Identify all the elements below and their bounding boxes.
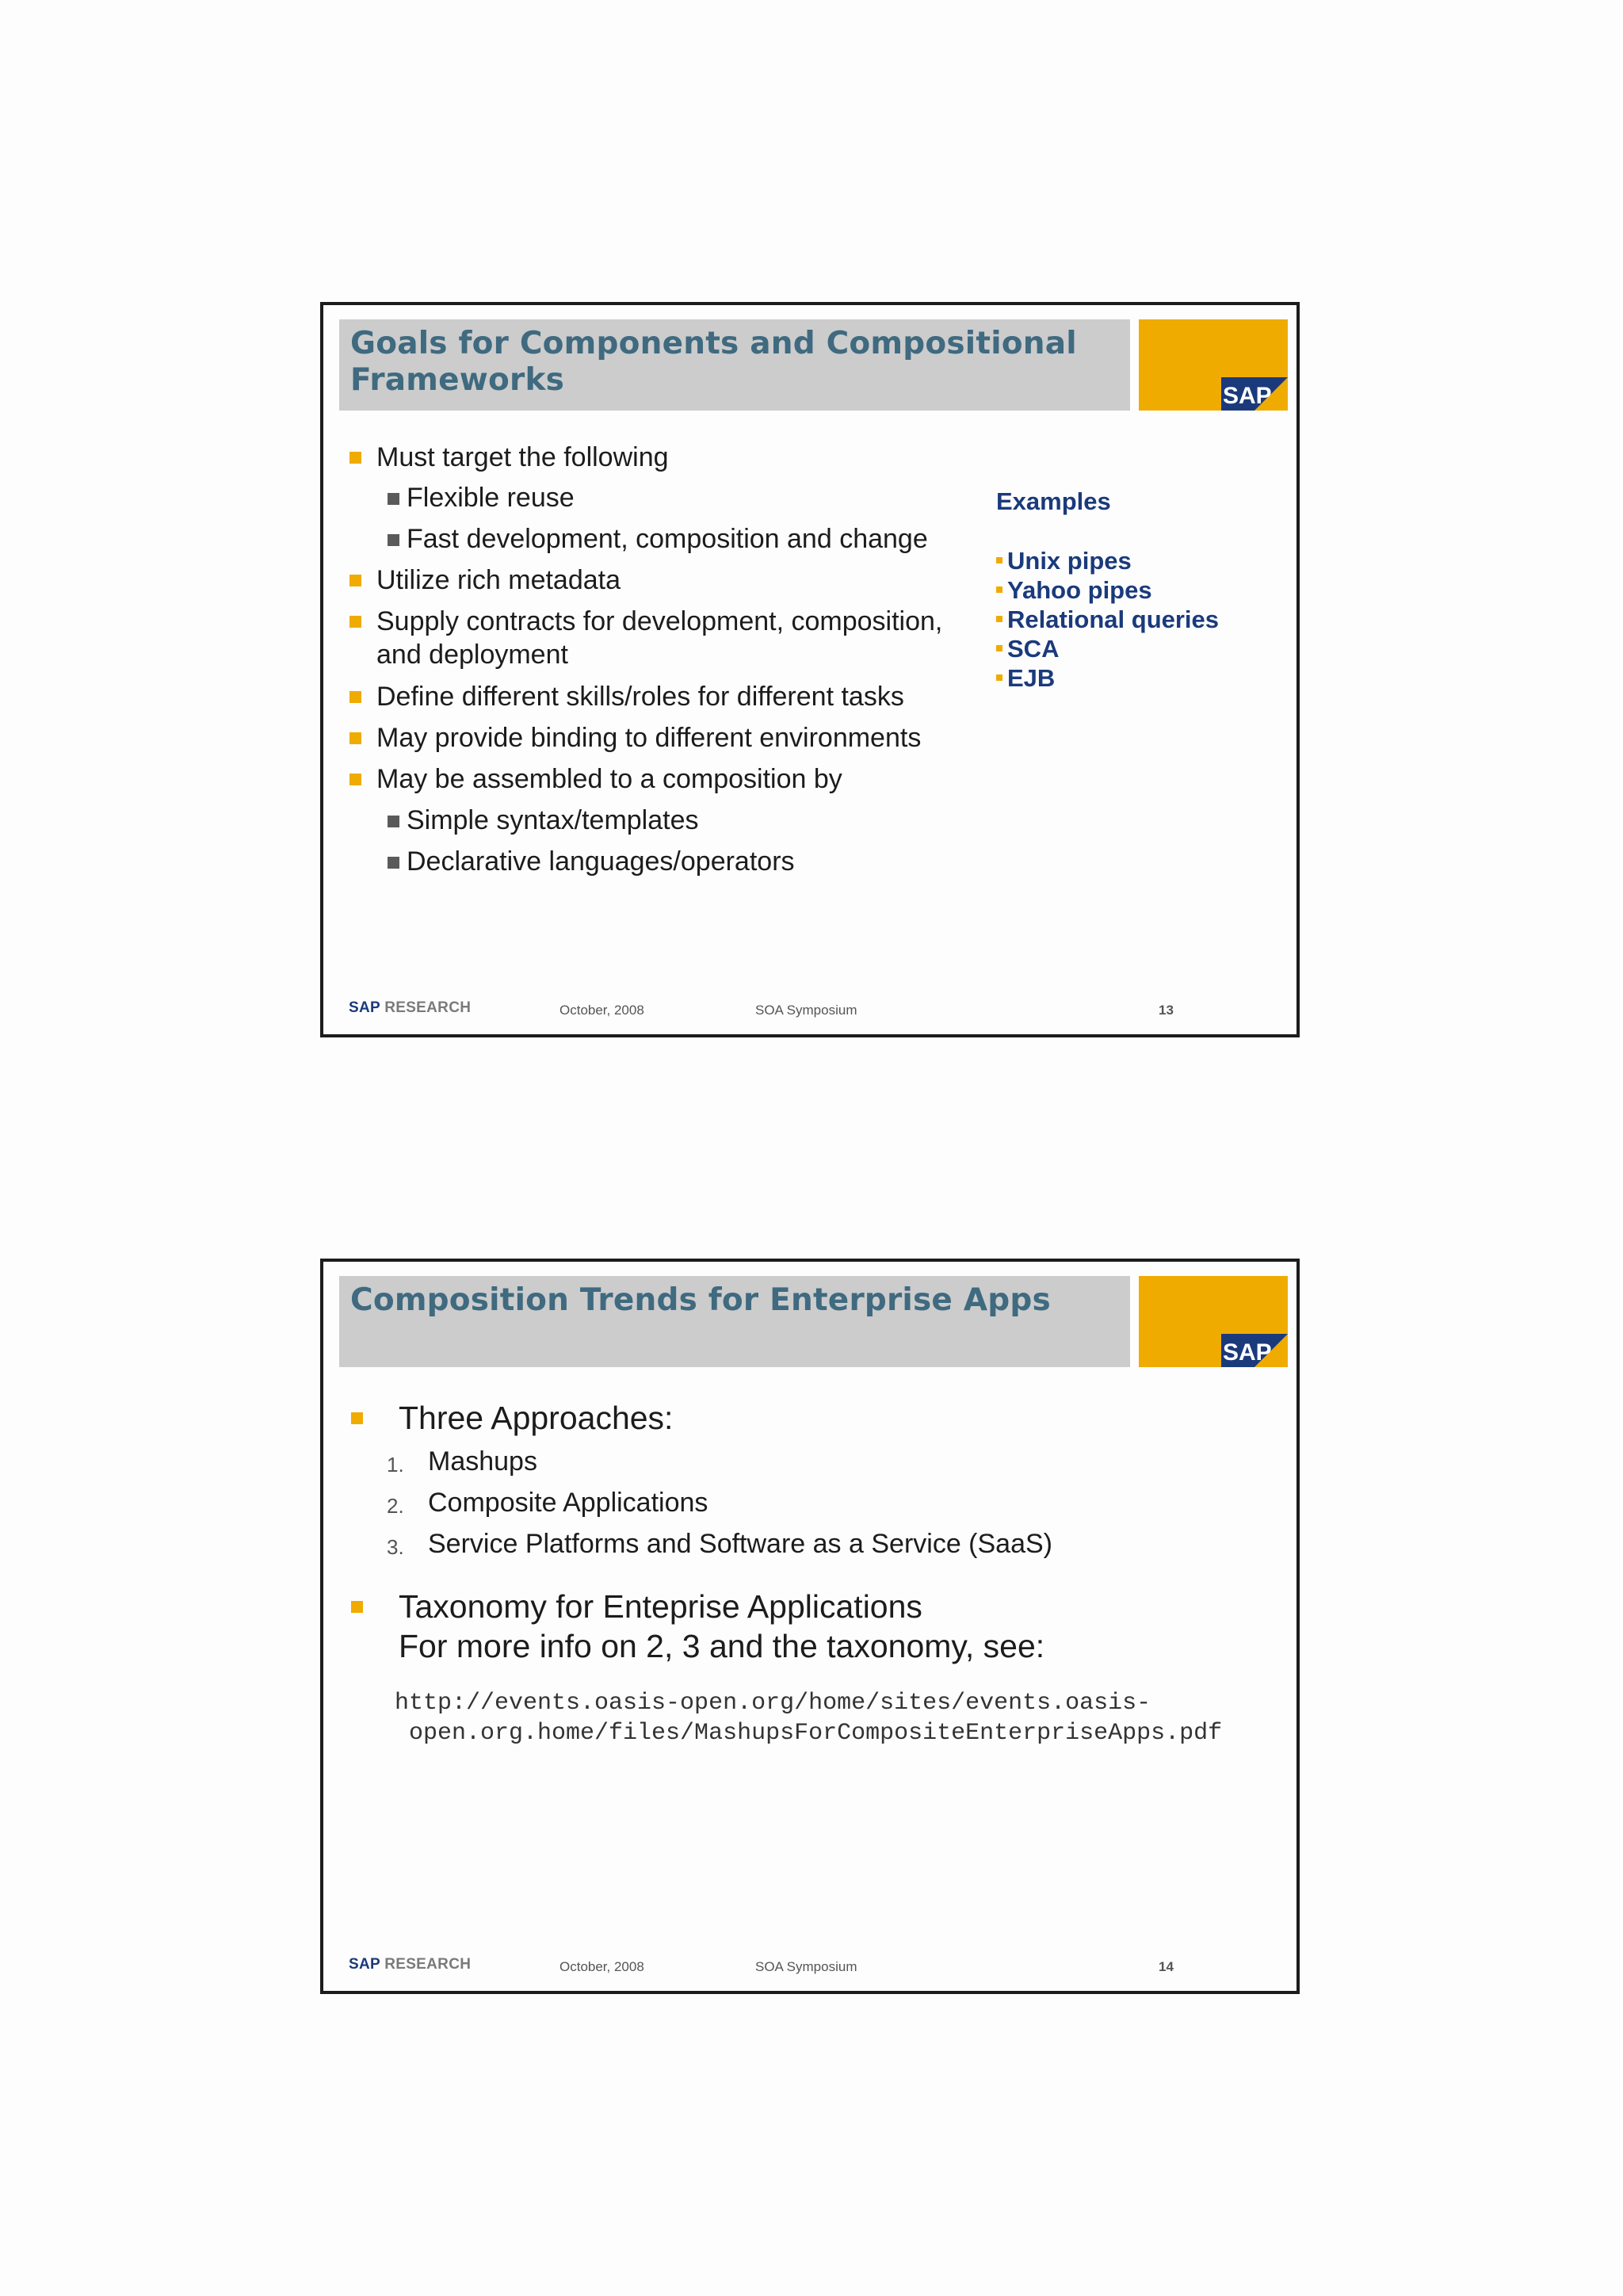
- slide-13: [320, 302, 1300, 1037]
- bullet-text: Fast development, composition and change: [407, 524, 928, 554]
- examples-heading: Examples: [996, 487, 1111, 515]
- bullet-text: Utilize rich metadata: [376, 565, 621, 595]
- square-bullet-icon: [349, 452, 361, 464]
- reference-url[interactable]: [395, 1688, 1222, 1748]
- bullet-text: For more info on 2, 3 and the taxonomy, see:: [399, 1628, 1045, 1664]
- bullet-item: [399, 1398, 673, 1438]
- sap-research-brand: [349, 999, 471, 1017]
- bullet-item: [376, 722, 921, 754]
- title-line-2: Frameworks: [350, 362, 564, 398]
- example-item: [996, 605, 1219, 634]
- bullet-text: Supply contracts for development, composition,: [376, 606, 943, 636]
- bullet-text: Define different skills/roles for different tasks: [376, 682, 904, 712]
- example-item: [996, 634, 1219, 663]
- page-number: 13: [1159, 1003, 1174, 1018]
- item-text: Composite Applications: [428, 1488, 708, 1518]
- sub-bullet-item: [407, 846, 795, 877]
- examples-panel: [996, 487, 1219, 693]
- bullet-item: [376, 606, 942, 637]
- bullet-item: [376, 763, 842, 795]
- title-bar: [339, 1276, 1130, 1367]
- example-item: [996, 575, 1219, 605]
- numbered-item: [387, 1487, 708, 1519]
- item-number: 3.: [387, 1535, 404, 1559]
- square-bullet-icon: [388, 816, 399, 827]
- sub-bullet-item: [407, 482, 575, 514]
- sap-logo-icon: [1221, 377, 1288, 411]
- slide-14: [320, 1259, 1300, 1994]
- bullet-text: May be assembled to a composition by: [376, 764, 842, 794]
- sap-logo-icon: [1221, 1334, 1288, 1367]
- example-text: Yahoo pipes: [1007, 576, 1152, 604]
- brand-sap: SAP: [349, 1956, 380, 1973]
- square-bullet-icon: [349, 575, 361, 586]
- brand-research: RESEARCH: [384, 999, 472, 1016]
- example-text: EJB: [1007, 664, 1056, 692]
- numbered-item: [387, 1528, 1052, 1560]
- bullet-text: Declarative languages/operators: [407, 846, 795, 877]
- bullet-item: [376, 441, 669, 473]
- square-bullet-icon: [349, 774, 361, 785]
- sap-research-brand: [349, 1956, 471, 1973]
- square-bullet-icon: [349, 616, 361, 628]
- example-item: [996, 663, 1219, 693]
- bullet-continuation: [399, 1626, 1044, 1666]
- bullet-item: [376, 564, 621, 596]
- bullet-text: Simple syntax/templates: [407, 805, 699, 835]
- title-line-1: Goals for Components and Compositional: [350, 326, 1077, 361]
- square-bullet-icon: [996, 674, 1002, 681]
- slide-title: Composition Trends for Enterprise Apps: [350, 1282, 1051, 1318]
- sap-logo-text: SAP: [1223, 383, 1272, 409]
- brand-sap: SAP: [349, 999, 380, 1016]
- bullet-continuation: [376, 639, 568, 670]
- example-text: Unix pipes: [1007, 547, 1132, 575]
- bullet-text: May provide binding to different environments: [376, 723, 922, 753]
- square-bullet-icon: [388, 493, 399, 505]
- slide-title: [350, 326, 1111, 399]
- item-number: 1.: [387, 1453, 404, 1477]
- footer-event: SOA Symposium: [755, 1959, 857, 1974]
- bullet-item: [399, 1587, 922, 1626]
- brand-research: RESEARCH: [384, 1956, 472, 1973]
- square-bullet-icon: [349, 691, 361, 703]
- item-text: Service Platforms and Software as a Service (SaaS): [428, 1529, 1052, 1559]
- bullet-text: and deployment: [376, 640, 568, 670]
- url-line-2[interactable]: open.org.home/files/MashupsForCompositeEnterpriseApps.pdf: [395, 1720, 1223, 1747]
- square-bullet-icon: [996, 616, 1002, 622]
- example-text: SCA: [1007, 635, 1060, 663]
- sap-logo-block: [1139, 319, 1288, 411]
- square-bullet-icon: [996, 645, 1002, 651]
- square-bullet-icon: [388, 857, 399, 869]
- page-number: 14: [1159, 1959, 1174, 1974]
- square-bullet-icon: [996, 557, 1002, 563]
- numbered-item: [387, 1446, 537, 1477]
- example-item: [996, 546, 1219, 575]
- item-text: Mashups: [428, 1446, 537, 1477]
- square-bullet-icon: [349, 732, 361, 744]
- bullet-text: Taxonomy for Enteprise Applications: [399, 1588, 922, 1625]
- sub-bullet-item: [407, 804, 699, 836]
- sub-bullet-item: [407, 523, 928, 555]
- sap-logo-block: [1139, 1276, 1288, 1367]
- bullet-text: Flexible reuse: [407, 483, 575, 513]
- footer-date: October, 2008: [559, 1003, 644, 1018]
- example-text: Relational queries: [1007, 606, 1220, 633]
- url-line-1[interactable]: http://events.oasis-open.org/home/sites/events.oasis-: [395, 1690, 1151, 1717]
- square-bullet-icon: [388, 534, 399, 546]
- square-bullet-icon: [351, 1601, 363, 1613]
- item-number: 2.: [387, 1494, 404, 1518]
- square-bullet-icon: [996, 586, 1002, 593]
- bullet-text: Three Approaches:: [399, 1400, 674, 1436]
- sap-logo-text: SAP: [1223, 1339, 1272, 1366]
- bullet-text: Must target the following: [376, 442, 669, 472]
- footer-event: SOA Symposium: [755, 1003, 857, 1018]
- footer-date: October, 2008: [559, 1959, 644, 1974]
- bullet-item: [376, 681, 904, 712]
- title-bar: [339, 319, 1130, 411]
- square-bullet-icon: [351, 1412, 363, 1424]
